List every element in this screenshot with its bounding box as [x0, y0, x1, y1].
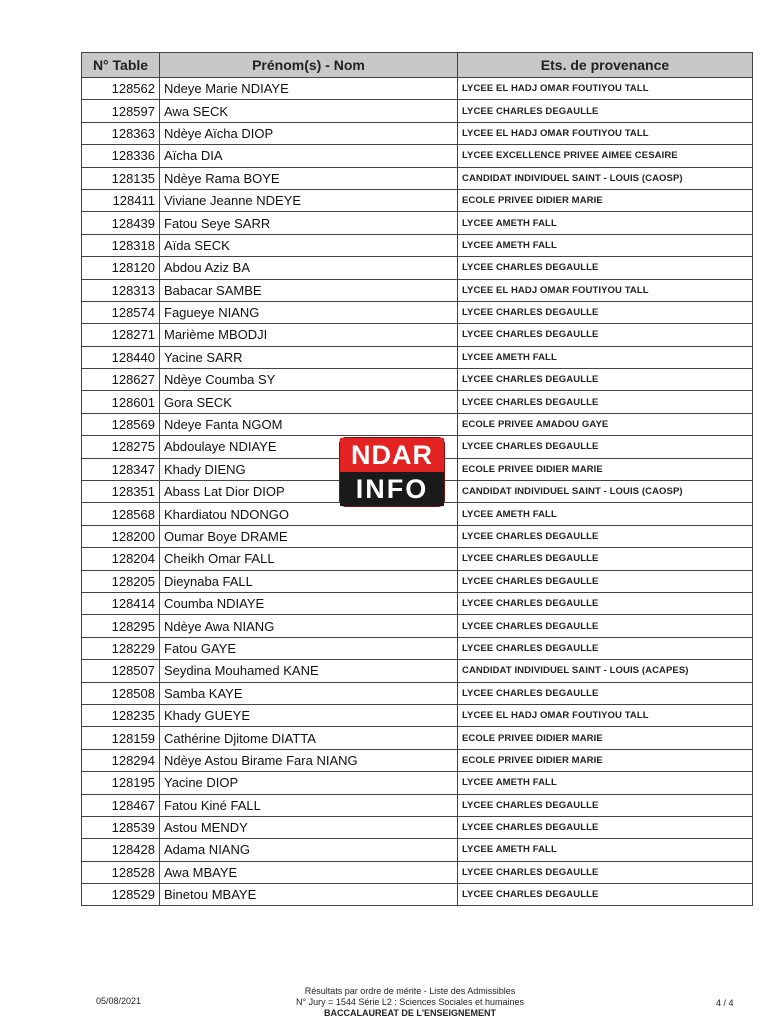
cell-school: LYCEE AMETH FALL — [458, 346, 753, 368]
table-row — [82, 145, 753, 167]
cell-student-name: Cheikh Omar FALL — [160, 548, 458, 570]
cell-table-number: 128271 — [82, 324, 160, 346]
table-row — [82, 212, 753, 234]
cell-student-name: Ndèye Astou Birame Fara NIANG — [160, 749, 458, 771]
footer-line-2: N° Jury = 1544 Série L2 : Sciences Sociales et humaines — [296, 997, 524, 1007]
table-row — [82, 122, 753, 144]
table-row — [82, 548, 753, 570]
table-row — [82, 861, 753, 883]
cell-table-number: 128135 — [82, 167, 160, 189]
table-row — [82, 369, 753, 391]
table-row — [82, 727, 753, 749]
cell-table-number: 128414 — [82, 592, 160, 614]
cell-student-name: Aïda SECK — [160, 234, 458, 256]
cell-school: LYCEE CHARLES DEGAULLE — [458, 100, 753, 122]
cell-school: LYCEE CHARLES DEGAULLE — [458, 570, 753, 592]
footer-line-1: Résultats par ordre de mérite - Liste des Admissibles — [304, 986, 516, 996]
table-row — [82, 637, 753, 659]
cell-school: LYCEE CHARLES DEGAULLE — [458, 884, 753, 906]
cell-table-number: 128318 — [82, 234, 160, 256]
cell-student-name: Fatou GAYE — [160, 637, 458, 659]
footer-caption — [240, 986, 580, 1018]
cell-table-number: 128440 — [82, 346, 160, 368]
cell-student-name: Babacar SAMBE — [160, 279, 458, 301]
cell-school: LYCEE EL HADJ OMAR FOUTIYOU TALL — [458, 122, 753, 144]
cell-school: LYCEE CHARLES DEGAULLE — [458, 861, 753, 883]
table-row — [82, 704, 753, 726]
cell-student-name: Yacine DIOP — [160, 772, 458, 794]
cell-school: CANDIDAT INDIVIDUEL SAINT - LOUIS (CAOSP) — [458, 481, 753, 503]
cell-student-name: Abdoulaye NDIAYE — [160, 436, 458, 458]
table-row — [82, 413, 753, 435]
cell-school: LYCEE CHARLES DEGAULLE — [458, 391, 753, 413]
cell-table-number: 128627 — [82, 369, 160, 391]
cell-student-name: Ndèye Rama BOYE — [160, 167, 458, 189]
table-row — [82, 391, 753, 413]
cell-table-number: 128313 — [82, 279, 160, 301]
cell-table-number: 128529 — [82, 884, 160, 906]
cell-school: LYCEE AMETH FALL — [458, 839, 753, 861]
cell-school: LYCEE AMETH FALL — [458, 234, 753, 256]
cell-table-number: 128351 — [82, 481, 160, 503]
cell-table-number: 128569 — [82, 413, 160, 435]
cell-student-name: Khady DIENG — [160, 458, 458, 480]
logo-bottom-text: INFO — [340, 472, 444, 506]
cell-school: CANDIDAT INDIVIDUEL SAINT - LOUIS (CAOSP) — [458, 167, 753, 189]
cell-table-number: 128159 — [82, 727, 160, 749]
table-row — [82, 301, 753, 323]
cell-student-name: Dieynaba FALL — [160, 570, 458, 592]
header-name: Prénom(s) - Nom — [160, 53, 458, 78]
cell-student-name: Viviane Jeanne NDEYE — [160, 189, 458, 211]
table-row — [82, 592, 753, 614]
cell-student-name: Seydina Mouhamed KANE — [160, 660, 458, 682]
ndar-info-logo — [340, 438, 444, 506]
cell-school: LYCEE CHARLES DEGAULLE — [458, 794, 753, 816]
cell-student-name: Awa MBAYE — [160, 861, 458, 883]
table-row — [82, 78, 753, 100]
cell-school: ECOLE PRIVEE DIDIER MARIE — [458, 727, 753, 749]
header-table-number: N° Table — [82, 53, 160, 78]
table-row — [82, 525, 753, 547]
cell-student-name: Ndèye Coumba SY — [160, 369, 458, 391]
cell-table-number: 128205 — [82, 570, 160, 592]
cell-school: LYCEE AMETH FALL — [458, 503, 753, 525]
table-row — [82, 570, 753, 592]
table-row — [82, 189, 753, 211]
cell-table-number: 128229 — [82, 637, 160, 659]
cell-table-number: 128204 — [82, 548, 160, 570]
cell-school: LYCEE EL HADJ OMAR FOUTIYOU TALL — [458, 78, 753, 100]
cell-student-name: Binetou MBAYE — [160, 884, 458, 906]
cell-school: LYCEE CHARLES DEGAULLE — [458, 301, 753, 323]
cell-table-number: 128528 — [82, 861, 160, 883]
cell-school: LYCEE CHARLES DEGAULLE — [458, 369, 753, 391]
footer-page-number: 4 / 4 — [716, 998, 734, 1008]
cell-student-name: Khady GUEYE — [160, 704, 458, 726]
cell-student-name: Adama NIANG — [160, 839, 458, 861]
cell-school: ECOLE PRIVEE DIDIER MARIE — [458, 189, 753, 211]
cell-student-name: Ndèye Aïcha DIOP — [160, 122, 458, 144]
cell-student-name: Aïcha DIA — [160, 145, 458, 167]
cell-school: LYCEE CHARLES DEGAULLE — [458, 816, 753, 838]
header-school: Ets. de provenance — [458, 53, 753, 78]
cell-school: LYCEE AMETH FALL — [458, 772, 753, 794]
cell-table-number: 128574 — [82, 301, 160, 323]
cell-student-name: Khardiatou NDONGO — [160, 503, 458, 525]
cell-school: LYCEE CHARLES DEGAULLE — [458, 615, 753, 637]
table-row — [82, 682, 753, 704]
cell-table-number: 128347 — [82, 458, 160, 480]
cell-school: LYCEE CHARLES DEGAULLE — [458, 525, 753, 547]
table-row — [82, 234, 753, 256]
cell-student-name: Fatou Kiné FALL — [160, 794, 458, 816]
cell-student-name: Fatou Seye SARR — [160, 212, 458, 234]
cell-school: LYCEE EL HADJ OMAR FOUTIYOU TALL — [458, 704, 753, 726]
table-row — [82, 772, 753, 794]
table-row — [82, 839, 753, 861]
cell-table-number: 128601 — [82, 391, 160, 413]
cell-student-name: Cathérine Djitome DIATTA — [160, 727, 458, 749]
cell-school: LYCEE CHARLES DEGAULLE — [458, 324, 753, 346]
footer-date: 05/08/2021 — [96, 996, 142, 1006]
table-row — [82, 257, 753, 279]
cell-table-number: 128467 — [82, 794, 160, 816]
cell-school: LYCEE CHARLES DEGAULLE — [458, 592, 753, 614]
cell-table-number: 128539 — [82, 816, 160, 838]
cell-school: LYCEE CHARLES DEGAULLE — [458, 637, 753, 659]
table-row — [82, 279, 753, 301]
table-row — [82, 503, 753, 525]
cell-table-number: 128562 — [82, 78, 160, 100]
cell-student-name: Marième MBODJI — [160, 324, 458, 346]
cell-student-name: Awa SECK — [160, 100, 458, 122]
cell-student-name: Fagueye NIANG — [160, 301, 458, 323]
cell-school: LYCEE CHARLES DEGAULLE — [458, 436, 753, 458]
table-row — [82, 615, 753, 637]
cell-student-name: Abdou Aziz BA — [160, 257, 458, 279]
cell-table-number: 128336 — [82, 145, 160, 167]
cell-table-number: 128195 — [82, 772, 160, 794]
cell-student-name: Samba KAYE — [160, 682, 458, 704]
cell-student-name: Coumba NDIAYE — [160, 592, 458, 614]
cell-table-number: 128235 — [82, 704, 160, 726]
table-row — [82, 324, 753, 346]
table-row — [82, 794, 753, 816]
table-row — [82, 660, 753, 682]
cell-school: LYCEE AMETH FALL — [458, 212, 753, 234]
cell-table-number: 128294 — [82, 749, 160, 771]
cell-table-number: 128295 — [82, 615, 160, 637]
cell-school: LYCEE EXCELLENCE PRIVEE AIMEE CESAIRE — [458, 145, 753, 167]
cell-student-name: Ndèye Awa NIANG — [160, 615, 458, 637]
cell-table-number: 128568 — [82, 503, 160, 525]
cell-student-name: Gora SECK — [160, 391, 458, 413]
cell-table-number: 128428 — [82, 839, 160, 861]
logo-top-text: NDAR — [340, 438, 444, 472]
cell-table-number: 128200 — [82, 525, 160, 547]
cell-school: ECOLE PRIVEE AMADOU GAYE — [458, 413, 753, 435]
table-header-row — [82, 53, 753, 78]
table-row — [82, 749, 753, 771]
cell-table-number: 128597 — [82, 100, 160, 122]
table-row — [82, 346, 753, 368]
footer-line-3: BACCALAUREAT DE L'ENSEIGNEMENT — [324, 1008, 496, 1018]
cell-school: LYCEE EL HADJ OMAR FOUTIYOU TALL — [458, 279, 753, 301]
table-row — [82, 816, 753, 838]
cell-table-number: 128508 — [82, 682, 160, 704]
cell-table-number: 128120 — [82, 257, 160, 279]
table-row — [82, 100, 753, 122]
cell-school: ECOLE PRIVEE DIDIER MARIE — [458, 458, 753, 480]
cell-student-name: Yacine SARR — [160, 346, 458, 368]
cell-table-number: 128507 — [82, 660, 160, 682]
cell-student-name: Ndeye Fanta NGOM — [160, 413, 458, 435]
table-row — [82, 167, 753, 189]
cell-student-name: Abass Lat Dior DIOP — [160, 481, 458, 503]
cell-school: LYCEE CHARLES DEGAULLE — [458, 548, 753, 570]
cell-school: ECOLE PRIVEE DIDIER MARIE — [458, 749, 753, 771]
cell-table-number: 128411 — [82, 189, 160, 211]
cell-student-name: Astou MENDY — [160, 816, 458, 838]
cell-table-number: 128363 — [82, 122, 160, 144]
cell-student-name: Oumar Boye DRAME — [160, 525, 458, 547]
cell-school: LYCEE CHARLES DEGAULLE — [458, 682, 753, 704]
cell-student-name: Ndeye Marie NDIAYE — [160, 78, 458, 100]
table-row — [82, 884, 753, 906]
cell-school: CANDIDAT INDIVIDUEL SAINT - LOUIS (ACAPES) — [458, 660, 753, 682]
cell-school: LYCEE CHARLES DEGAULLE — [458, 257, 753, 279]
cell-table-number: 128439 — [82, 212, 160, 234]
cell-table-number: 128275 — [82, 436, 160, 458]
